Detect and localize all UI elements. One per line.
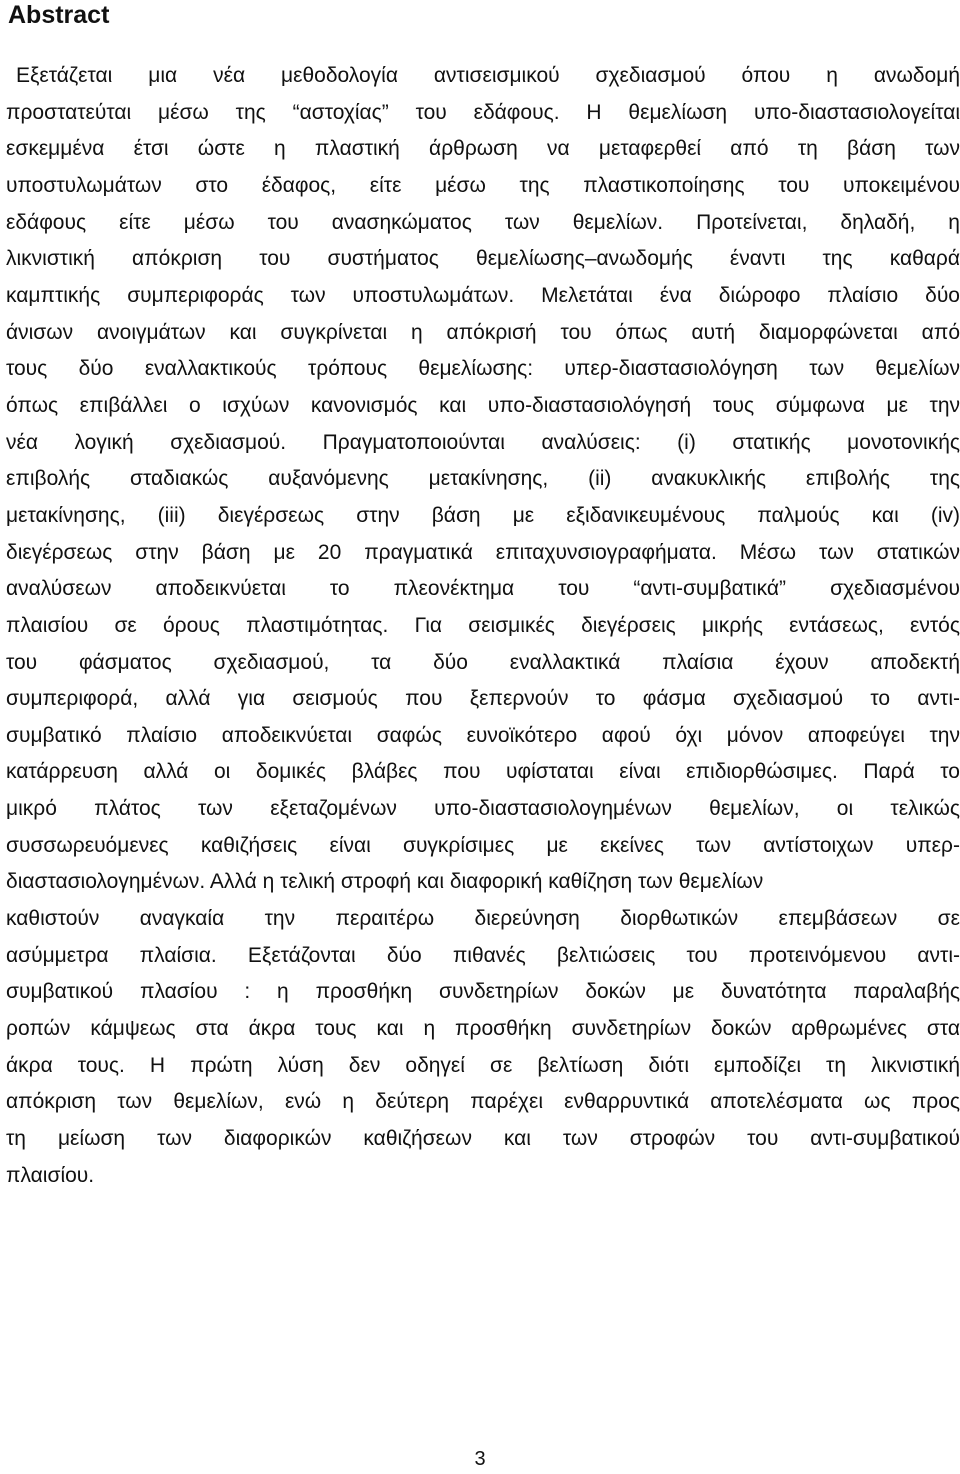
abstract-line: κατάρρευση αλλά οι δομικές βλάβες που υφίσταται είναι επιδιορθώσιμες. Παρά το — [6, 760, 960, 784]
abstract-line: συσσωρευόμενες καθιζήσεις είναι συγκρίσιμες με εκείνες των αντίστοιχων υπερ- — [6, 833, 960, 857]
abstract-line: πλαισίου σε όρους πλαστιμότητας. Για σεισμικές διεγέρσεις μικρής εντάσεως, εντός — [6, 613, 960, 637]
abstract-line: εσκεμμένα έτσι ώστε η πλαστική άρθρωση να μεταφερθεί από τη βάση των — [6, 137, 960, 161]
abstract-line: συμβατικού πλασίου : η προσθήκη συνδετηρίων δοκών με δυνατότητα παραλαβής — [6, 980, 960, 1004]
abstract-line: πλαισίου. — [6, 1163, 95, 1187]
abstract-line: του φάσματος σχεδιασμού, τα δύο εναλλακτικά πλαίσια έχουν αποδεκτή — [6, 650, 960, 674]
abstract-line: συμπεριφορά, αλλά για σεισμούς που ξεπερνούν το φάσμα σχεδιασμού το αντι- — [6, 687, 960, 711]
page-number: 3 — [474, 1448, 486, 1470]
section-heading: Abstract — [8, 1, 110, 29]
abstract-body — [6, 58, 960, 1194]
abstract-line: τους δύο εναλλακτικούς τρόπους θεμελίωσης: υπερ-διαστασιολόγηση των θεμελίων — [6, 357, 960, 381]
abstract-line: ροπών κάμψεως στα άκρα τους και η προσθήκη συνδετηρίων δοκών αρθρωμένες στα — [6, 1017, 960, 1041]
abstract-line: καμπτικής συμπεριφοράς των υποστυλωμάτων. Μελετάται ένα διώροφο πλαίσιο δύο — [6, 283, 960, 307]
abstract-line: μικρό πλάτος των εξεταζομένων υπο-διαστασιολογημένων θεμελίων, οι τελικώς — [6, 797, 960, 821]
abstract-line: καθιστούν αναγκαία την περαιτέρω διερεύνηση διορθωτικών επεμβάσεων σε — [6, 907, 960, 931]
abstract-line: νέα λογική σχεδιασμού. Πραγματοποιούνται αναλύσεις: (i) στατικής μονοτονικής — [6, 430, 960, 454]
abstract-line: εδάφους είτε μέσω του ανασηκώματος των θεμελίων. Προτείνεται, δηλαδή, η — [6, 210, 960, 234]
abstract-line: άνισων ανοιγμάτων και συγκρίνεται η απόκρισή του όπως αυτή διαμορφώνεται από — [6, 320, 960, 344]
abstract-line: Εξετάζεται μια νέα μεθοδολογία αντισεισμικού σχεδιασμού όπου η ανωδομή — [16, 64, 960, 87]
abstract-line: διεγέρσεως στην βάση με 20 πραγματικά επιταχυνσιογραφήματα. Μέσω των στατικών — [6, 540, 960, 564]
abstract-line: μετακίνησης, (iii) διεγέρσεως στην βάση με εξιδανικευμένους παλμούς και (iv) — [6, 503, 960, 527]
abstract-line: υποστυλωμάτων στο έδαφος, είτε μέσω της πλαστικοποίησης του υποκειμένου — [6, 173, 960, 197]
abstract-line: ασύμμετρα πλαίσια. Εξετάζονται δύο πιθανές βελτιώσεις του προτεινόμενου αντι- — [6, 943, 960, 967]
abstract-line: απόκριση των θεμελίων, ενώ η δεύτερη παρέχει ενθαρρυντικά αποτελέσματα ως προς — [6, 1090, 960, 1114]
abstract-line: λικνιστική απόκριση του συστήματος θεμελίωσης–ανωδομής έναντι της καθαρά — [6, 247, 960, 271]
abstract-line: συμβατικό πλαίσιο αποδεικνύεται σαφώς ευνοϊκότερο αφού όχι μόνον αποφεύγει την — [6, 723, 960, 747]
abstract-line: επιβολής σταδιακώς αυξανόμενης μετακίνησης, (ii) ανακυκλικής επιβολής της — [6, 467, 960, 491]
abstract-line: άκρα τους. Η πρώτη λύση δεν οδηγεί σε βελτίωση διότι εμποδίζει τη λικνιστική — [6, 1053, 960, 1077]
abstract-line: τη μείωση των διαφορικών καθιζήσεων και των στροφών του αντι-συμβατικού — [6, 1127, 960, 1151]
abstract-line: διαστασιολογημένων. Αλλά η τελική στροφή και διαφορική καθίζηση των θεμελίων — [6, 870, 764, 894]
abstract-line: αναλύσεων αποδεικνύεται το πλεονέκτημα του “αντι-συμβατικά” σχεδιασμένου — [6, 577, 960, 601]
abstract-line: όπως επιβάλλει ο ισχύων κανονισμός και υπο-διαστασιολόγησή τους σύμφωνα με την — [6, 393, 960, 417]
abstract-line: προστατεύται μέσω της “αστοχίας” του εδάφους. Η θεμελίωση υπο-διαστασιολογείται — [6, 100, 960, 124]
